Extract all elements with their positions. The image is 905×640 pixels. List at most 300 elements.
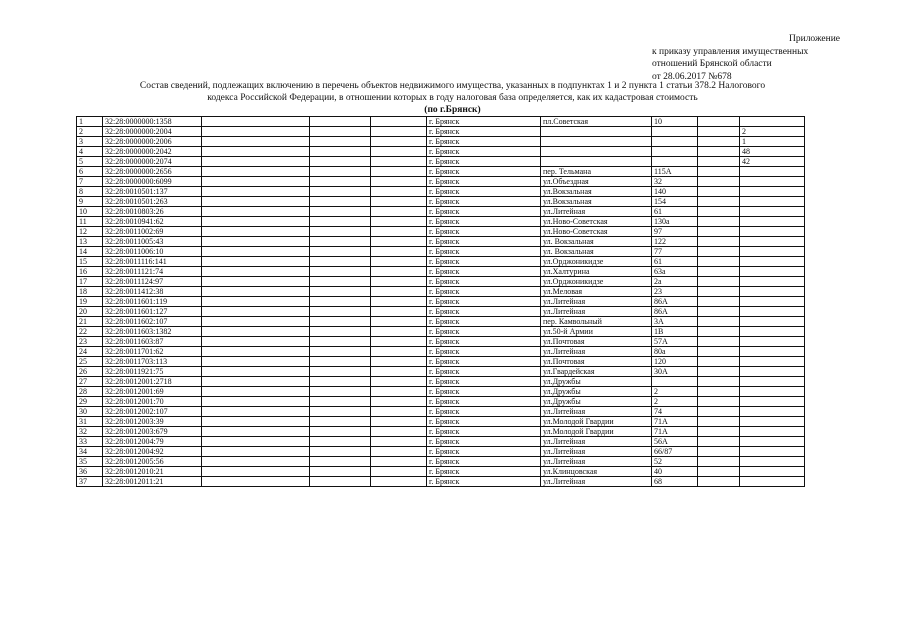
city-cell: г. Брянск — [427, 287, 541, 297]
table-row — [77, 287, 805, 297]
property-registry-table — [76, 116, 805, 487]
premises-number-cell — [740, 247, 805, 257]
empty-cell — [202, 447, 310, 457]
street-cell: ул.Дружбы — [541, 387, 652, 397]
empty-cell — [202, 377, 310, 387]
city-cell: г. Брянск — [427, 377, 541, 387]
empty-cell — [371, 437, 427, 447]
empty-cell — [698, 397, 740, 407]
cadastral-number-cell: 32:28:0000000:6099 — [103, 177, 202, 187]
city-cell: г. Брянск — [427, 127, 541, 137]
empty-cell — [310, 477, 371, 487]
street-cell: ул.Дружбы — [541, 397, 652, 407]
empty-cell — [371, 467, 427, 477]
premises-number-cell — [740, 457, 805, 467]
empty-cell — [202, 207, 310, 217]
street-cell: ул.Литейная — [541, 437, 652, 447]
table-row — [77, 437, 805, 447]
empty-cell — [202, 347, 310, 357]
cadastral-number-cell: 32:28:0011124:97 — [103, 277, 202, 287]
table-row — [77, 117, 805, 127]
table-row — [77, 337, 805, 347]
house-number-cell: 115А — [652, 167, 698, 177]
table-row — [77, 327, 805, 337]
empty-cell — [371, 217, 427, 227]
empty-cell — [310, 347, 371, 357]
row-number-cell: 28 — [77, 387, 103, 397]
empty-cell — [371, 327, 427, 337]
table-row — [77, 207, 805, 217]
cadastral-number-cell: 32:28:0010803:26 — [103, 207, 202, 217]
empty-cell — [202, 287, 310, 297]
city-cell: г. Брянск — [427, 357, 541, 367]
table-row — [77, 177, 805, 187]
row-number-cell: 17 — [77, 277, 103, 287]
city-cell: г. Брянск — [427, 437, 541, 447]
house-number-cell: 2 — [652, 397, 698, 407]
premises-number-cell: 42 — [740, 157, 805, 167]
empty-cell — [310, 417, 371, 427]
premises-number-cell — [740, 117, 805, 127]
empty-cell — [371, 287, 427, 297]
street-cell: ул.Литейная — [541, 347, 652, 357]
city-cell: г. Брянск — [427, 397, 541, 407]
empty-cell — [310, 247, 371, 257]
premises-number-cell — [740, 427, 805, 437]
premises-number-cell — [740, 317, 805, 327]
empty-cell — [202, 367, 310, 377]
row-number-cell: 10 — [77, 207, 103, 217]
empty-cell — [310, 227, 371, 237]
city-cell: г. Брянск — [427, 167, 541, 177]
empty-cell — [310, 207, 371, 217]
empty-cell — [698, 207, 740, 217]
empty-cell — [310, 267, 371, 277]
row-number-cell: 37 — [77, 477, 103, 487]
empty-cell — [202, 387, 310, 397]
cadastral-number-cell: 32:28:0000000:2006 — [103, 137, 202, 147]
row-number-cell: 2 — [77, 127, 103, 137]
empty-cell — [202, 277, 310, 287]
house-number-cell: 40 — [652, 467, 698, 477]
street-cell: ул.Вокзальная — [541, 187, 652, 197]
street-cell: ул.Литейная — [541, 407, 652, 417]
city-cell: г. Брянск — [427, 227, 541, 237]
empty-cell — [310, 317, 371, 327]
table-row — [77, 277, 805, 287]
table-row — [77, 157, 805, 167]
premises-number-cell — [740, 197, 805, 207]
empty-cell — [698, 187, 740, 197]
empty-cell — [310, 357, 371, 367]
table-row — [77, 297, 805, 307]
premises-number-cell — [740, 387, 805, 397]
appendix-label: Приложение — [789, 34, 840, 44]
empty-cell — [371, 137, 427, 147]
premises-number-cell — [740, 237, 805, 247]
street-cell: ул.Литейная — [541, 207, 652, 217]
row-number-cell: 32 — [77, 427, 103, 437]
empty-cell — [371, 227, 427, 237]
empty-cell — [310, 337, 371, 347]
city-cell: г. Брянск — [427, 277, 541, 287]
cadastral-number-cell: 32:28:0012002:107 — [103, 407, 202, 417]
premises-number-cell — [740, 217, 805, 227]
empty-cell — [371, 387, 427, 397]
table-row — [77, 377, 805, 387]
document-title-line-2: кодекса Российской Федерации, в отношении которых в году налоговая база определяется, как их кадастровая стоимость — [207, 93, 698, 103]
empty-cell — [698, 287, 740, 297]
cadastral-number-cell: 32:28:0011603:1382 — [103, 327, 202, 337]
empty-cell — [202, 187, 310, 197]
empty-cell — [310, 427, 371, 437]
empty-cell — [371, 417, 427, 427]
empty-cell — [698, 177, 740, 187]
cadastral-number-cell: 32:28:0011005:43 — [103, 237, 202, 247]
empty-cell — [310, 127, 371, 137]
row-number-cell: 7 — [77, 177, 103, 187]
appendix-header — [652, 33, 840, 83]
empty-cell — [698, 297, 740, 307]
table-row — [77, 217, 805, 227]
empty-cell — [698, 327, 740, 337]
empty-cell — [202, 437, 310, 447]
street-cell: ул.Литейная — [541, 297, 652, 307]
empty-cell — [202, 427, 310, 437]
empty-cell — [371, 177, 427, 187]
city-cell: г. Брянск — [427, 337, 541, 347]
empty-cell — [202, 167, 310, 177]
empty-cell — [371, 317, 427, 327]
table-row — [77, 397, 805, 407]
empty-cell — [310, 137, 371, 147]
premises-number-cell — [740, 397, 805, 407]
premises-number-cell — [740, 477, 805, 487]
empty-cell — [202, 267, 310, 277]
city-cell: г. Брянск — [427, 177, 541, 187]
cadastral-number-cell: 32:28:0012001:69 — [103, 387, 202, 397]
premises-number-cell — [740, 337, 805, 347]
row-number-cell: 13 — [77, 237, 103, 247]
street-cell — [541, 127, 652, 137]
row-number-cell: 33 — [77, 437, 103, 447]
street-cell: ул. Вокзальная — [541, 237, 652, 247]
empty-cell — [310, 387, 371, 397]
premises-number-cell — [740, 467, 805, 477]
row-number-cell: 8 — [77, 187, 103, 197]
street-cell — [541, 137, 652, 147]
empty-cell — [202, 237, 310, 247]
cadastral-number-cell: 32:28:0011121:74 — [103, 267, 202, 277]
table-row — [77, 187, 805, 197]
house-number-cell — [652, 127, 698, 137]
empty-cell — [310, 397, 371, 407]
empty-cell — [698, 357, 740, 367]
premises-number-cell: 1 — [740, 137, 805, 147]
city-cell: г. Брянск — [427, 237, 541, 247]
empty-cell — [310, 327, 371, 337]
empty-cell — [698, 257, 740, 267]
row-number-cell: 19 — [77, 297, 103, 307]
empty-cell — [371, 477, 427, 487]
table-row — [77, 477, 805, 487]
empty-cell — [310, 437, 371, 447]
empty-cell — [371, 127, 427, 137]
cadastral-number-cell: 32:28:0012005:56 — [103, 457, 202, 467]
premises-number-cell — [740, 327, 805, 337]
street-cell — [541, 147, 652, 157]
house-number-cell: 86А — [652, 297, 698, 307]
street-cell: ул.Почтовая — [541, 337, 652, 347]
row-number-cell: 24 — [77, 347, 103, 357]
empty-cell — [371, 207, 427, 217]
empty-cell — [371, 407, 427, 417]
house-number-cell: 71А — [652, 417, 698, 427]
cadastral-number-cell: 32:28:0011006:10 — [103, 247, 202, 257]
street-cell: ул.Молодой Гвардии — [541, 427, 652, 437]
empty-cell — [310, 167, 371, 177]
house-number-cell: 97 — [652, 227, 698, 237]
house-number-cell: 23 — [652, 287, 698, 297]
house-number-cell: 2 — [652, 387, 698, 397]
house-number-cell: 140 — [652, 187, 698, 197]
order-date-number: от 28.06.2017 №678 — [652, 71, 732, 82]
cadastral-number-cell: 32:28:0012004:79 — [103, 437, 202, 447]
row-number-cell: 30 — [77, 407, 103, 417]
house-number-cell — [652, 157, 698, 167]
empty-cell — [371, 267, 427, 277]
premises-number-cell — [740, 357, 805, 367]
empty-cell — [698, 157, 740, 167]
row-number-cell: 31 — [77, 417, 103, 427]
cadastral-number-cell: 32:28:0010501:137 — [103, 187, 202, 197]
table-row — [77, 267, 805, 277]
row-number-cell: 29 — [77, 397, 103, 407]
row-number-cell: 5 — [77, 157, 103, 167]
empty-cell — [698, 267, 740, 277]
empty-cell — [698, 417, 740, 427]
empty-cell — [698, 227, 740, 237]
row-number-cell: 4 — [77, 147, 103, 157]
empty-cell — [202, 307, 310, 317]
empty-cell — [202, 137, 310, 147]
empty-cell — [202, 477, 310, 487]
house-number-cell: 154 — [652, 197, 698, 207]
house-number-cell: 68 — [652, 477, 698, 487]
empty-cell — [310, 377, 371, 387]
empty-cell — [371, 427, 427, 437]
house-number-cell: 86А — [652, 307, 698, 317]
empty-cell — [698, 367, 740, 377]
empty-cell — [310, 217, 371, 227]
order-authority: отношений Брянской области — [652, 59, 772, 69]
street-cell: ул.Клинцовская — [541, 467, 652, 477]
table-row — [77, 427, 805, 437]
city-cell: г. Брянск — [427, 297, 541, 307]
empty-cell — [310, 457, 371, 467]
cadastral-number-cell: 32:28:0011601:127 — [103, 307, 202, 317]
empty-cell — [310, 157, 371, 167]
cadastral-number-cell: 32:28:0012001:2718 — [103, 377, 202, 387]
house-number-cell: 74 — [652, 407, 698, 417]
house-number-cell: 66/87 — [652, 447, 698, 457]
cadastral-number-cell: 32:28:0010501:263 — [103, 197, 202, 207]
house-number-cell: 61 — [652, 207, 698, 217]
empty-cell — [202, 117, 310, 127]
empty-cell — [371, 347, 427, 357]
empty-cell — [202, 147, 310, 157]
empty-cell — [310, 467, 371, 477]
cadastral-number-cell: 32:28:0011602:107 — [103, 317, 202, 327]
street-cell: ул.Орджоникидзе — [541, 257, 652, 267]
house-number-cell: 71А — [652, 427, 698, 437]
empty-cell — [698, 127, 740, 137]
empty-cell — [310, 197, 371, 207]
cadastral-number-cell: 32:28:0012003:679 — [103, 427, 202, 437]
row-number-cell: 15 — [77, 257, 103, 267]
city-cell: г. Брянск — [427, 407, 541, 417]
cadastral-number-cell: 32:28:0000000:2042 — [103, 147, 202, 157]
empty-cell — [371, 367, 427, 377]
cadastral-number-cell: 32:28:0011703:113 — [103, 357, 202, 367]
cadastral-number-cell: 32:28:0012010:21 — [103, 467, 202, 477]
empty-cell — [371, 457, 427, 467]
empty-cell — [371, 397, 427, 407]
premises-number-cell — [740, 207, 805, 217]
empty-cell — [698, 247, 740, 257]
city-cell: г. Брянск — [427, 447, 541, 457]
empty-cell — [310, 287, 371, 297]
premises-number-cell — [740, 447, 805, 457]
city-cell: г. Брянск — [427, 197, 541, 207]
house-number-cell: 3А — [652, 317, 698, 327]
premises-number-cell — [740, 407, 805, 417]
street-cell: ул.Вокзальная — [541, 197, 652, 207]
table-row — [77, 467, 805, 477]
city-cell: г. Брянск — [427, 247, 541, 257]
empty-cell — [202, 157, 310, 167]
cadastral-number-cell: 32:28:0011116:141 — [103, 257, 202, 267]
empty-cell — [698, 437, 740, 447]
table-row — [77, 197, 805, 207]
empty-cell — [202, 127, 310, 137]
empty-cell — [371, 357, 427, 367]
city-cell: г. Брянск — [427, 147, 541, 157]
street-cell: ул.50-й Армии — [541, 327, 652, 337]
document-title-city: (по г.Брянск) — [424, 105, 481, 115]
row-number-cell: 3 — [77, 137, 103, 147]
house-number-cell: 130а — [652, 217, 698, 227]
cadastral-number-cell: 32:28:0000000:2656 — [103, 167, 202, 177]
city-cell: г. Брянск — [427, 417, 541, 427]
street-cell: ул.Дружбы — [541, 377, 652, 387]
empty-cell — [698, 427, 740, 437]
city-cell: г. Брянск — [427, 267, 541, 277]
table-row — [77, 407, 805, 417]
premises-number-cell — [740, 307, 805, 317]
empty-cell — [202, 227, 310, 237]
cadastral-number-cell: 32:28:0011603:87 — [103, 337, 202, 347]
street-cell: ул.Халтурина — [541, 267, 652, 277]
city-cell: г. Брянск — [427, 317, 541, 327]
document-title — [60, 80, 845, 116]
premises-number-cell — [740, 287, 805, 297]
row-number-cell: 22 — [77, 327, 103, 337]
premises-number-cell: 2 — [740, 127, 805, 137]
row-number-cell: 25 — [77, 357, 103, 367]
city-cell: г. Брянск — [427, 387, 541, 397]
empty-cell — [202, 327, 310, 337]
premises-number-cell — [740, 437, 805, 447]
city-cell: г. Брянск — [427, 457, 541, 467]
street-cell: ул.Объездная — [541, 177, 652, 187]
house-number-cell: 56А — [652, 437, 698, 447]
house-number-cell: 63а — [652, 267, 698, 277]
cadastral-number-cell: 32:28:0011002:69 — [103, 227, 202, 237]
row-number-cell: 35 — [77, 457, 103, 467]
house-number-cell: 77 — [652, 247, 698, 257]
empty-cell — [202, 467, 310, 477]
house-number-cell — [652, 377, 698, 387]
row-number-cell: 21 — [77, 317, 103, 327]
empty-cell — [202, 417, 310, 427]
city-cell: г. Брянск — [427, 157, 541, 167]
empty-cell — [202, 407, 310, 417]
premises-number-cell: 48 — [740, 147, 805, 157]
empty-cell — [371, 237, 427, 247]
premises-number-cell — [740, 167, 805, 177]
premises-number-cell — [740, 267, 805, 277]
table-row — [77, 357, 805, 367]
premises-number-cell — [740, 177, 805, 187]
empty-cell — [371, 257, 427, 267]
empty-cell — [202, 257, 310, 267]
row-number-cell: 1 — [77, 117, 103, 127]
empty-cell — [310, 307, 371, 317]
city-cell: г. Брянск — [427, 427, 541, 437]
empty-cell — [202, 247, 310, 257]
empty-cell — [310, 187, 371, 197]
row-number-cell: 36 — [77, 467, 103, 477]
empty-cell — [371, 297, 427, 307]
table-row — [77, 317, 805, 327]
city-cell: г. Брянск — [427, 347, 541, 357]
empty-cell — [310, 147, 371, 157]
empty-cell — [371, 377, 427, 387]
street-cell: ул.Ново-Советская — [541, 217, 652, 227]
empty-cell — [698, 477, 740, 487]
empty-cell — [202, 297, 310, 307]
premises-number-cell — [740, 347, 805, 357]
table-row — [77, 137, 805, 147]
street-cell: ул. Вокзальная — [541, 247, 652, 257]
house-number-cell: 30А — [652, 367, 698, 377]
street-cell: ул.Молодой Гвардии — [541, 417, 652, 427]
table-row — [77, 307, 805, 317]
house-number-cell: 61 — [652, 257, 698, 267]
empty-cell — [698, 407, 740, 417]
house-number-cell: 80а — [652, 347, 698, 357]
table-row — [77, 457, 805, 467]
city-cell: г. Брянск — [427, 367, 541, 377]
street-cell: ул.Меловая — [541, 287, 652, 297]
premises-number-cell — [740, 227, 805, 237]
premises-number-cell — [740, 277, 805, 287]
row-number-cell: 23 — [77, 337, 103, 347]
cadastral-number-cell: 32:28:0012011:21 — [103, 477, 202, 487]
table-row — [77, 257, 805, 267]
street-cell — [541, 157, 652, 167]
